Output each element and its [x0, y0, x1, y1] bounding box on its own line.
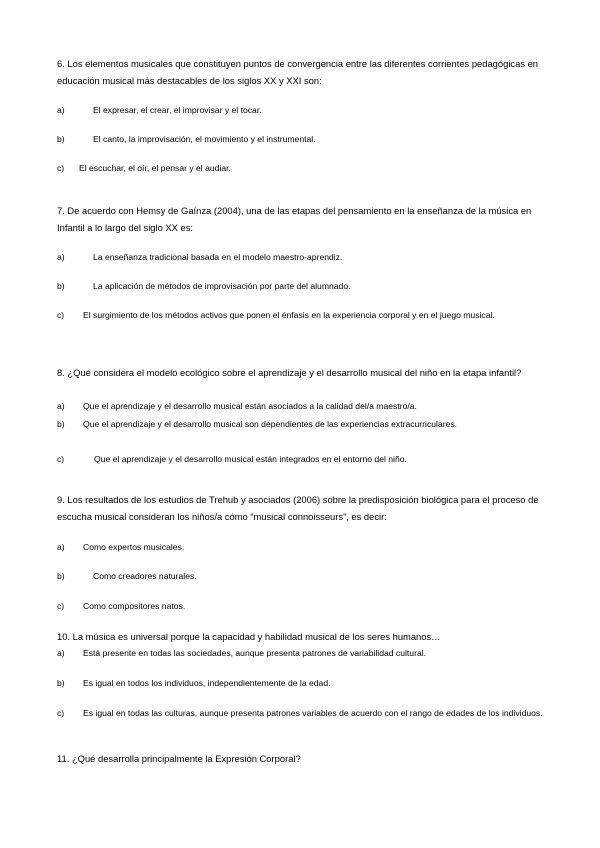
question-7-option-c: [57, 308, 547, 324]
question-10-option-c: [57, 706, 547, 722]
question-8: 8. ¿Qué considera el modelo ecológico sobre el aprendizaje y el desarrollo musical del niño en la etapa infantil?: [57, 367, 522, 378]
question-6: 6. Los elementos musicales que constituyen puntos de convergencia entre las diferentes corrientes pedagógicas en educación musical más destacables de los siglos XX y XXI son:: [57, 58, 539, 86]
question-11: 11. ¿Qué desarrolla principalmente la Expresión Corporal?: [57, 753, 301, 764]
option-label: c): [57, 310, 65, 320]
option-label: a): [57, 542, 65, 552]
question-10: 10. La música es universal porque la capacidad y habilidad musical de los seres humanos…: [57, 631, 441, 642]
option-text: El canto, la improvisación, el movimiento y el instrumental.: [93, 134, 316, 144]
option-text: El expresar, el crear, el improvisar y el tocar.: [93, 105, 262, 115]
option-label: b): [57, 571, 65, 581]
option-label: b): [57, 281, 65, 291]
option-text: El surgimiento de los métodos activos que ponen el énfasis en la experiencia corporal y en el juego musical.: [83, 310, 495, 320]
option-text: Está presente en todas las sociedades, aunque presenta patrones de variabilidad cultural.: [83, 648, 427, 658]
option-text: Como expertos musicales.: [83, 542, 185, 552]
option-text: Que el aprendizaje y el desarrollo musical están asociados a la calidad del/a maestro/a.: [83, 401, 417, 411]
option-text: La enseñanza tradicional basada en el modelo maestro-aprendiz.: [93, 252, 343, 262]
option-label: b): [57, 419, 65, 429]
question-7-option-b: [57, 279, 547, 295]
question-9-option-b: [57, 569, 547, 585]
question-7: 7. De acuerdo con Hemsy de Gaínza (2004), una de las etapas del pensamiento en la enseñanza de la música en Infantil a lo largo del siglo XX es:: [57, 205, 532, 233]
option-label: c): [57, 163, 65, 173]
option-label: a): [57, 252, 65, 262]
option-text: La aplicación de métodos de improvisación por parte del alumnado.: [93, 281, 351, 291]
question-9-option-a: [57, 540, 547, 556]
option-text: Como creadores naturales.: [93, 571, 197, 581]
question-9: 9. Los resultados de los estudios de Trehub y asociados (2006) sobre la predisposición biológica para el proceso de escucha musical consideran los niños/a cómo “musical connoisseurs”, es decir:: [57, 494, 539, 522]
option-label: c): [57, 454, 65, 464]
option-text: Que el aprendizaje y el desarrollo musical son dependientes de las experiencias extracurriculares.: [83, 419, 458, 429]
option-label: c): [57, 601, 65, 611]
question-8-option-c: [57, 452, 547, 468]
option-label: a): [57, 648, 65, 658]
option-text: Como compositores natos.: [83, 601, 186, 611]
question-6-option-a: [57, 103, 547, 119]
question-7-option-a: [57, 250, 547, 266]
option-label: b): [57, 134, 65, 144]
question-6-option-c: [57, 161, 547, 177]
question-9-option-c: [57, 599, 547, 615]
option-text: El escuchar, el oír, el pensar y el audiar.: [79, 163, 231, 173]
question-10-option-a: [57, 646, 547, 662]
option-label: a): [57, 105, 65, 115]
option-label: c): [57, 708, 65, 718]
option-label: a): [57, 401, 65, 411]
option-text: Es igual en todos los individuos, independientemente de la edad.: [83, 678, 331, 688]
question-8-option-b: [57, 417, 547, 433]
question-8-option-a: [57, 399, 547, 415]
option-text: Que el aprendizaje y el desarrollo musical están integrados en el entorno del niño.: [94, 454, 407, 464]
option-text: Es igual en todas las culturas, aunque presenta patrones variables de acuerdo con el rango de edades de los individuos.: [83, 708, 543, 718]
option-label: b): [57, 678, 65, 688]
question-6-option-b: [57, 132, 547, 148]
question-10-option-b: [57, 676, 547, 692]
